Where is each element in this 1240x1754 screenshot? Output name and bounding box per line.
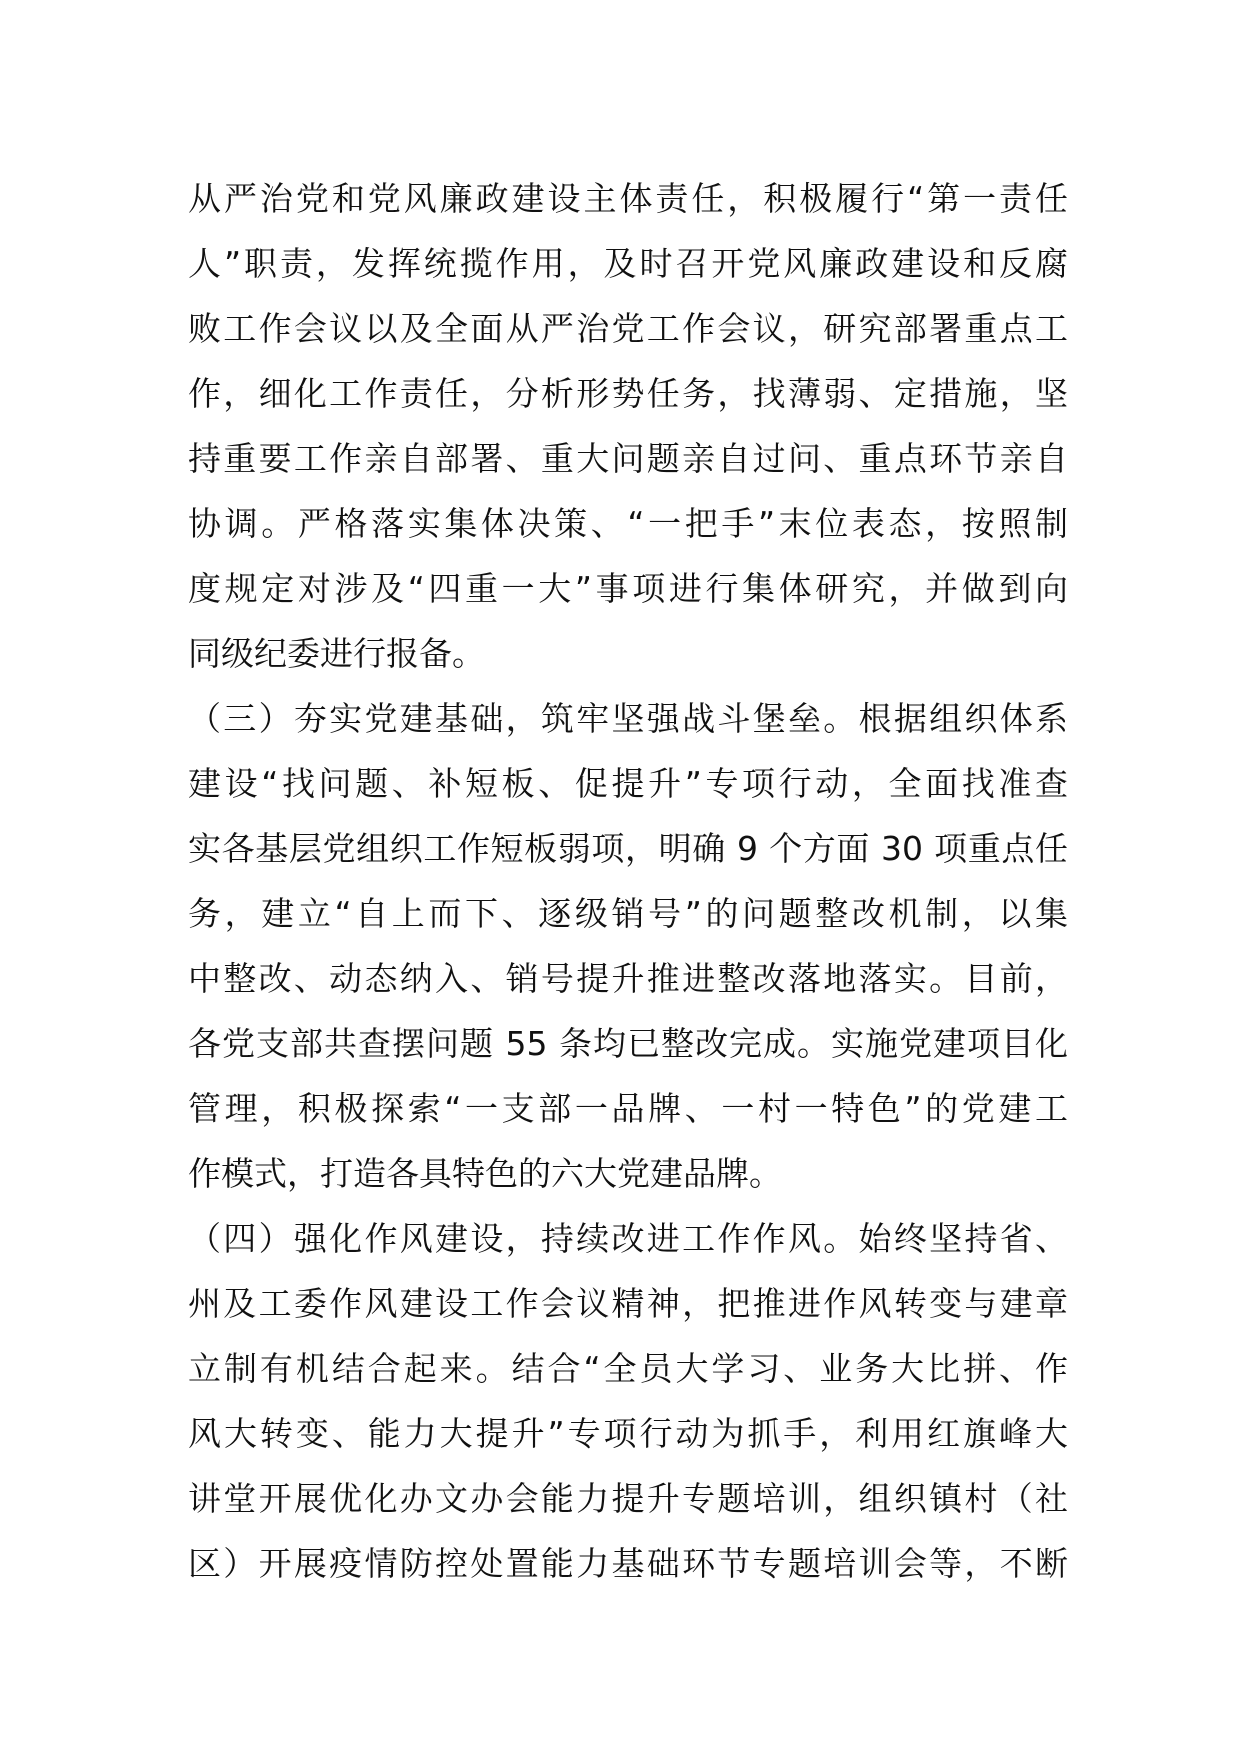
text-line: 区）开展疫情防控处置能力基础环节专题培训会等，不断 — [188, 1544, 1068, 1583]
text-line: 实各基层党组织工作短板弱项，明确 9 个方面 30 项重点任 — [188, 829, 1068, 868]
text-line: 中整改、动态纳入、销号提升推进整改落地落实。目前， — [188, 959, 1068, 998]
text-line: 州及工委作风建设工作会议精神，把推进作风转变与建章 — [188, 1284, 1068, 1323]
text-line: 败工作会议以及全面从严治党工作会议，研究部署重点工 — [188, 309, 1068, 348]
body-text — [188, 166, 1068, 1596]
text-line: 立制有机结合起来。结合“全员大学习、业务大比拼、作 — [188, 1349, 1068, 1388]
text-line: 从严治党和党风廉政建设主体责任，积极履行“第一责任 — [188, 179, 1068, 218]
text-line: 风大转变、能力大提升”专项行动为抓手，利用红旗峰大 — [188, 1414, 1068, 1453]
text-line: 各党支部共查摆问题 55 条均已整改完成。实施党建项目化 — [188, 1024, 1068, 1063]
text-line: 作，细化工作责任，分析形势任务，找薄弱、定措施，坚 — [188, 374, 1068, 413]
text-line: 同级纪委进行报备。 — [188, 634, 485, 673]
text-line: 协调。严格落实集体决策、“一把手”末位表态，按照制 — [188, 504, 1068, 543]
text-line: 度规定对涉及“四重一大”事项进行集体研究，并做到向 — [188, 569, 1068, 608]
text-line: 作模式，打造各具特色的六大党建品牌。 — [188, 1154, 782, 1193]
section-heading-line: （四）强化作风建设，持续改进工作作风。始终坚持省、 — [188, 1219, 1068, 1258]
text-line: 务，建立“自上而下、逐级销号”的问题整改机制，以集 — [188, 894, 1068, 933]
text-line: 人”职责，发挥统揽作用，及时召开党风廉政建设和反腐 — [188, 244, 1068, 283]
text-line: 管理，积极探索“一支部一品牌、一村一特色”的党建工 — [188, 1089, 1068, 1128]
text-line: 讲堂开展优化办文办会能力提升专题培训，组织镇村（社 — [188, 1479, 1068, 1518]
text-line: 持重要工作亲自部署、重大问题亲自过问、重点环节亲自 — [188, 439, 1068, 478]
section-heading-line: （三）夯实党建基础，筑牢坚强战斗堡垒。根据组织体系 — [188, 699, 1068, 738]
text-line: 建设“找问题、补短板、促提升”专项行动，全面找准查 — [188, 764, 1068, 803]
